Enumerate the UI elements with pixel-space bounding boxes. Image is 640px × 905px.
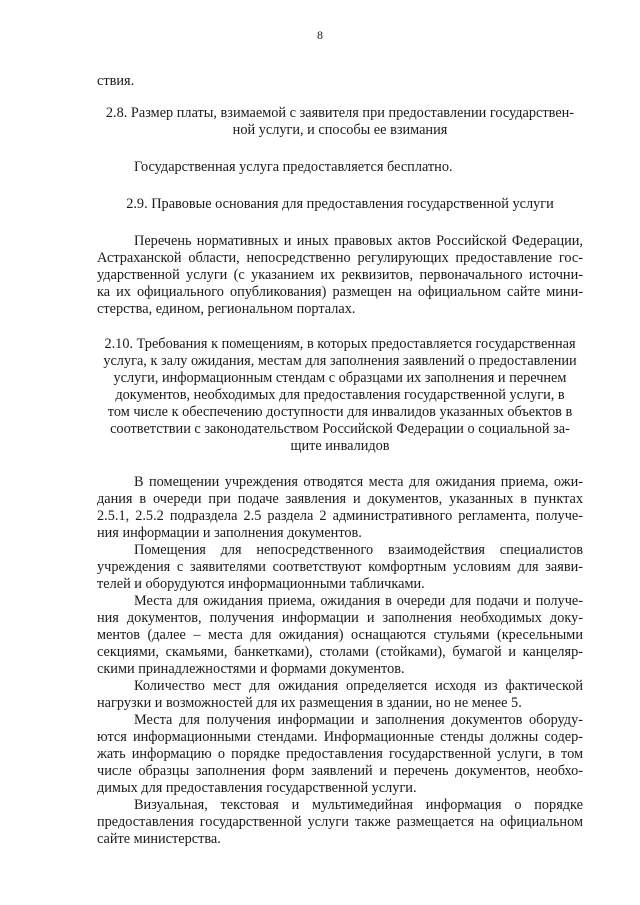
text-line: Государственная услуга предоставляется бесплатно. (134, 159, 453, 175)
text-line: Помещения для непосредственного взаимодействия специалистов (134, 542, 583, 558)
text-line: предоставления государственной услуги также размещается на официальном (97, 814, 583, 830)
text-line: 2.5.1, 2.5.2 подраздела 2.5 раздела 2 административного регламента, получе- (97, 508, 583, 524)
section-heading-2-10-cont: том числе к обеспечению доступности для инвалидов указанных объектов в (107, 404, 573, 420)
text-line: ствия. (97, 73, 135, 89)
text-line: нагрузки и возможностей для их размещения в здании, но не менее 5. (97, 695, 522, 711)
text-line: Визуальная, текстовая и мультимедийная информация о порядке (134, 797, 583, 813)
section-heading-2-10-cont: соответствии с законодательством Российской Федерации о социальной за- (110, 421, 570, 437)
text-line: Места для ожидания приема, ожидания в очереди для подачи и получе- (134, 593, 583, 609)
section-heading-2-10-cont: документов, необходимых для предоставления государственной услуги, в (115, 387, 565, 403)
page-number: 8 (317, 28, 323, 42)
text-line: Астраханской области, непосредственно регулирующих предоставление гос- (97, 250, 583, 266)
text-line: стерства, едином, региональном порталах. (97, 301, 356, 317)
section-heading-2-8: 2.8. Размер платы, взимаемой с заявителя при предоставлении государствен- (105, 105, 575, 121)
text-line: ударственной услуги (с указанием их реквизитов, первоначального источни- (97, 267, 583, 283)
text-line: ния информации и заполнения документов. (97, 525, 362, 541)
text-line: сайте министерства. (97, 831, 221, 847)
text-line: ются информационными стендами. Информационные стенды должны содер- (97, 729, 583, 745)
section-heading-2-8-cont: ной услуги, и способы ее взимания (232, 122, 448, 138)
text-line: Места для получения информации и заполнения документов оборуду- (134, 712, 583, 728)
text-line: Количество мест для ожидания определяется исходя из фактической (134, 678, 583, 694)
text-line: числе образцы заполнения форм заявлений и перечень документов, необхо- (97, 763, 583, 779)
text-line: жать информацию о порядке предоставления государственной услуги, в том (97, 746, 583, 762)
text-line: скими принадлежностями и формами документов. (97, 661, 405, 677)
text-line: димых для предоставления государственной услуги. (97, 780, 417, 796)
section-heading-2-9: 2.9. Правовые основания для предоставления государственной услуги (126, 196, 554, 212)
text-line: В помещении учреждения отводятся места для ожидания приема, ожи- (134, 474, 583, 490)
section-heading-2-10-cont: щите инвалидов (290, 438, 390, 454)
section-heading-2-10: 2.10. Требования к помещениям, в которых предоставляется государственная (104, 336, 576, 352)
text-line: ния документов, получения информации и заполнения необходимых доку- (97, 610, 583, 626)
text-line: ка их официального опубликования) размещен на официальном сайте мини- (97, 284, 583, 300)
section-heading-2-10-cont: услуга, к залу ожидания, местам для заполнения заявлений о предоставлении (103, 353, 577, 369)
section-heading-2-10-cont: услуги, информационным стендам с образцами их заполнения и перечнем (113, 370, 567, 386)
text-line: ментов (далее – места для ожидания) оснащаются стульями (кресельными (97, 627, 583, 643)
text-line: дания в очереди при подаче заявления и документов, указанных в пунктах (97, 491, 583, 507)
text-line: учреждения с заявителями соответствуют комфортным условиям для заяви- (97, 559, 583, 575)
text-line: телей и оборудуются информационными табличками. (97, 576, 425, 592)
text-line: секциями, скамьями, банкетками), столами (стойками), бумагой и канцеляр- (97, 644, 583, 660)
text-line: Перечень нормативных и иных правовых актов Российской Федерации, (134, 233, 583, 249)
